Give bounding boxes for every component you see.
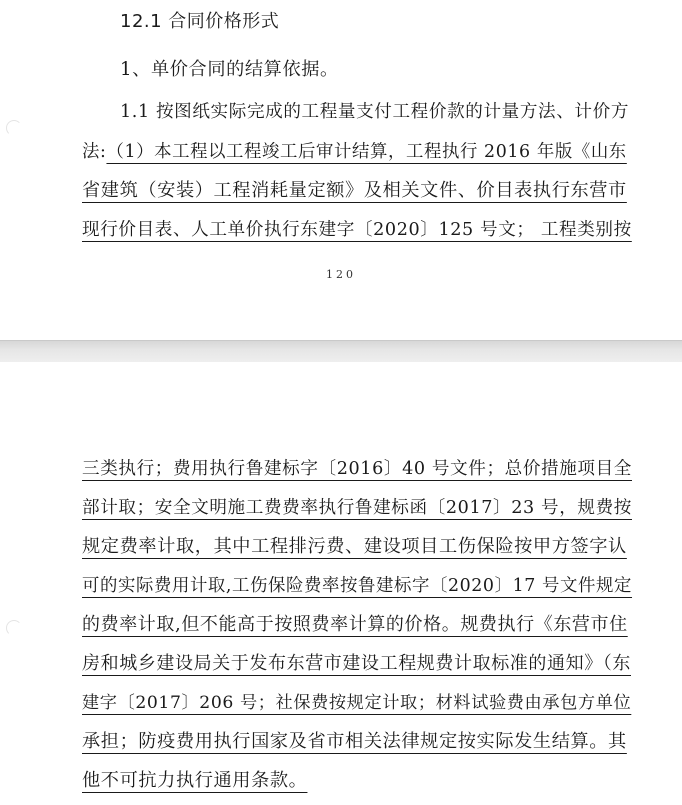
- underlined-text-line: 部计取；安全文明施工费费率执行鲁建标函〔2017〕23 号，规费按: [82, 498, 632, 518]
- underlined-text-line: 三类执行；费用执行鲁建标字〔2016〕40 号文件；总价措施项目全: [82, 459, 632, 479]
- underlined-text-line: 可的实际费用计取,工伤保险费率按鲁建标字〔2020〕17 号文件规定: [82, 576, 633, 596]
- underlined-text-line: 规定费率计取，其中工程排污费、建设项目工伤保险按甲方签字认: [82, 536, 627, 557]
- section-heading: 12.1 合同价格形式: [120, 11, 280, 32]
- underlined-text-line: 现行价目表、人工单价执行东建字〔2020〕125 号文； 工程类别按: [82, 220, 632, 240]
- underlined-text-line: 省建筑（安装）工程消耗量定额》及相关文件、价目表执行东营市: [82, 180, 627, 201]
- binder-hole-mark: [6, 120, 22, 136]
- document-page-1: [0, 0, 682, 340]
- underlined-text-line: 房和城乡建设局关于发布东营市建设工程规费计取标准的通知》（东: [82, 653, 631, 674]
- paragraph-settlement-basis: 1、单价合同的结算依据。: [120, 59, 339, 80]
- page-separator: [0, 340, 682, 364]
- paragraph-measurement-method: 1.1 按图纸实际完成的工程量支付工程价款的计量方法、计价方: [120, 102, 630, 122]
- underlined-text: （1）本工程以工程竣工后审计结算，工程执行 2016 年版《山东: [106, 142, 627, 162]
- binder-hole-mark: [6, 620, 22, 636]
- line-prefix: 法:: [82, 142, 107, 162]
- underlined-text-line: 的费率计取,但不能高于按照费率计算的价格。规费执行《东营市住: [82, 614, 628, 635]
- text-line: [82, 139, 627, 165]
- underlined-text-line: 建字〔2017〕206 号；社保费按规定计取；材料试验费由承包方单位: [82, 693, 632, 713]
- document-page-2: [0, 362, 682, 805]
- underlined-text-line: 他不可抗力执行通用条款。: [82, 770, 308, 791]
- underlined-text-line: 承担；防疫费用执行国家及省市相关法律规定按实际发生结算。其: [82, 731, 627, 752]
- page-number: 120: [326, 268, 356, 281]
